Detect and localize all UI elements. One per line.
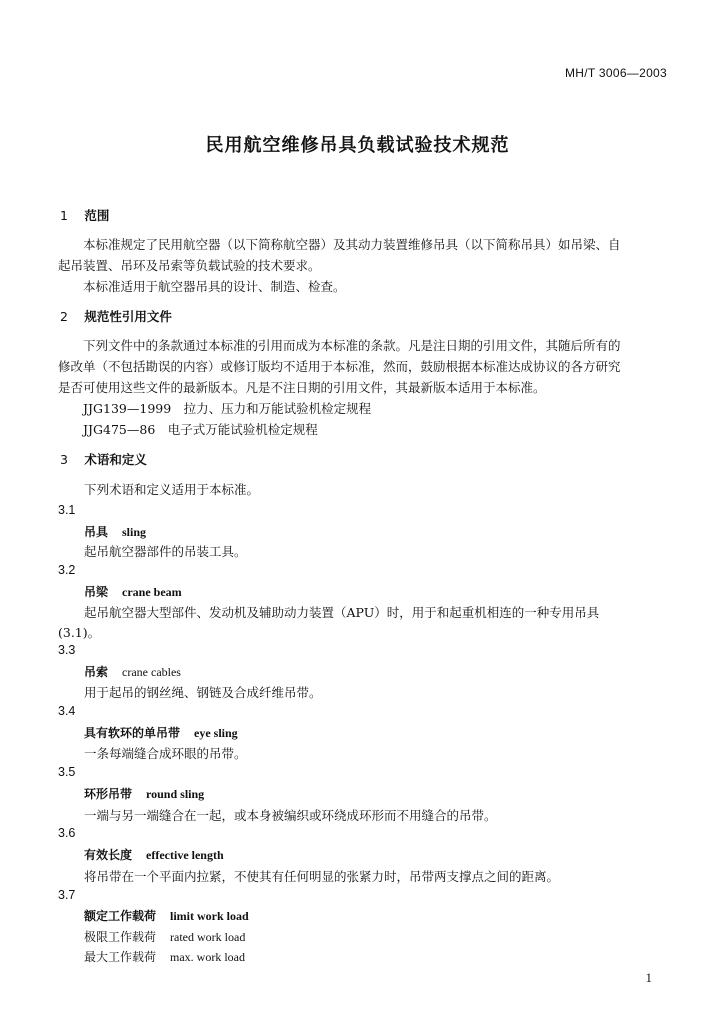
term-definition: 将吊带在一个平面内拉紧，不使其有任何明显的张紧力时，吊带两支撑点之间的距离。: [84, 869, 560, 884]
term-number: 3.7: [58, 888, 76, 902]
term-en: round sling: [146, 787, 205, 801]
term-cn: 极限工作载荷: [84, 930, 157, 944]
term-en: sling: [122, 525, 147, 539]
section-title: 术语和定义: [84, 452, 147, 467]
term-en: crane cables: [122, 665, 181, 679]
term-en: limit work load: [170, 909, 249, 923]
term-heading: [84, 583, 182, 600]
term-definition: 起吊航空器部件的吊装工具。: [84, 544, 247, 559]
term-heading: [84, 724, 238, 741]
text-line: 修改单（不包括勘误的内容）或修订版均不适用于本标准，然而，鼓励根据本标准达成协议的各方研究: [58, 359, 621, 374]
section-number: 3: [60, 452, 68, 467]
term-heading: [84, 907, 249, 924]
document-title: 民用航空维修吊具负载试验技术规范: [205, 135, 510, 156]
section-2-paragraph: [58, 335, 668, 440]
term-cn: 吊索: [84, 665, 109, 679]
text-line: 是否可使用这些文件的最新版本。凡是不注日期的引用文件，其最新版本适用于本标准。: [58, 380, 546, 395]
text-line: 起吊装置、吊环及吊索等负载试验的技术要求。: [58, 258, 321, 273]
term-heading: [84, 785, 204, 802]
reference-item: JJG475—86 电子式万能试验机检定规程: [83, 422, 318, 437]
term-number: 3.3: [58, 643, 76, 657]
term-heading: [84, 523, 146, 540]
reference-item: JJG139—1999 拉力、压力和万能试验机检定规程: [83, 401, 372, 416]
section-number: 1: [60, 208, 68, 223]
term-synonym: [84, 948, 245, 965]
term-heading: [84, 846, 224, 863]
term-cn: 最大工作载荷: [84, 950, 157, 964]
term-number: 3.1: [58, 503, 76, 517]
section-title: 规范性引用文件: [84, 309, 172, 324]
section-1-paragraph-1: [58, 234, 668, 297]
term-cn: 环形吊带: [84, 787, 133, 801]
term-synonym: [84, 928, 245, 945]
term-definition: 用于起吊的钢丝绳、钢链及合成纤维吊带。: [84, 685, 322, 700]
term-cn: 吊梁: [84, 585, 109, 599]
term-definition: 一条每端缝合成环眼的吊带。: [84, 746, 247, 761]
section-3-intro: 下列术语和定义适用于本标准。: [84, 482, 260, 497]
term-number: 3.5: [58, 765, 76, 779]
standard-code: MH/T 3006—2003: [564, 66, 667, 80]
section-1-paragraph-2: 本标准适用于航空器吊具的设计、制造、检查。: [83, 279, 346, 294]
term-definition-continued: (3.1)。: [58, 625, 101, 640]
text-line: 下列文件中的条款通过本标准的引用而成为本标准的条款。凡是注日期的引用文件，其随后所有的: [83, 338, 621, 353]
term-number: 3.2: [58, 563, 76, 577]
term-en: eye sling: [194, 726, 238, 740]
term-number: 3.6: [58, 826, 76, 840]
section-1-heading: [60, 206, 109, 224]
term-en: crane beam: [122, 585, 182, 599]
page-number: 1: [645, 970, 652, 985]
term-definition: 一端与另一端缝合在一起，或本身被编织或环绕成环形而不用缝合的吊带。: [84, 808, 497, 823]
term-cn: 吊具: [84, 525, 109, 539]
text-line: 本标准规定了民用航空器（以下简称航空器）及其动力装置维修吊具（以下简称吊具）如吊梁、自: [83, 237, 621, 252]
term-cn: 有效长度: [84, 848, 133, 862]
section-number: 2: [60, 309, 68, 324]
term-number: 3.4: [58, 704, 76, 718]
term-en: max. work load: [170, 950, 245, 964]
term-en: rated work load: [170, 930, 246, 944]
term-definition: 起吊航空器大型部件、发动机及辅助动力装置（APU）时，用于和起重机相连的一种专用吊具: [84, 605, 600, 620]
section-2-heading: [60, 307, 172, 325]
term-heading: [84, 663, 181, 680]
term-en: effective length: [146, 848, 224, 862]
term-cn: 具有软环的单吊带: [84, 726, 181, 740]
section-title: 范围: [84, 208, 110, 223]
term-cn: 额定工作载荷: [84, 909, 157, 923]
section-3-heading: [60, 450, 147, 468]
